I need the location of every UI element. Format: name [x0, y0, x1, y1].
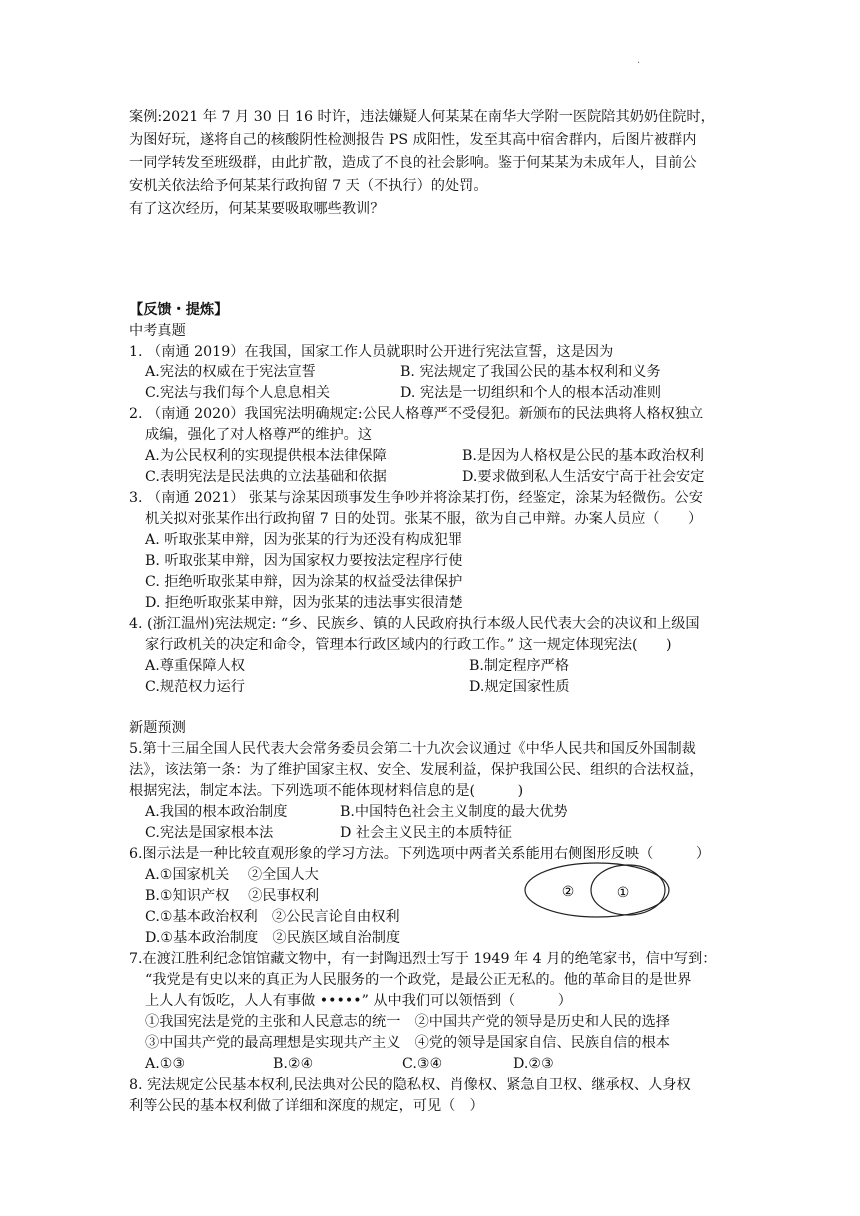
header-dot: ·	[637, 58, 641, 69]
subsection-xinti: 新题预测	[129, 720, 186, 736]
q4-option-d: D.规定国家性质	[469, 679, 570, 695]
q3-option-b: B. 听取张某申辩，因为国家权力要按法定程序行使	[145, 553, 463, 569]
q6-option-c: C.①基本政治权利 ②公民言论自由权利	[145, 909, 400, 925]
subsection-zhongkao: 中考真题	[129, 323, 186, 339]
q4-stem-line2: 家行政机关的决定和命令，管理本行政区域内的行政工作。” 这一规定体现宪法( )	[145, 637, 672, 653]
q3-option-c: C. 拒绝听取张某申辩，因为涂某的权益受法律保护	[145, 574, 463, 590]
section-title: 【反馈・提炼】	[129, 302, 229, 318]
q8-stem-line1: 8. 宪法规定公民基本权利,民法典对公民的隐私权、肖像权、紧急自卫权、继承权、人身权	[129, 1077, 691, 1093]
q2-option-d: D.要求做到私人生活安宁高于社会安定	[462, 469, 705, 485]
case-paragraph	[129, 106, 739, 221]
q4-option-a: A.尊重保障人权	[145, 658, 245, 674]
q7-option-a: A.①③	[145, 1056, 186, 1072]
q3-stem-line2: 机关拟对张某作出行政拘留 7 日的处罚。张某不服，欲为自己申辩。办案人员应（ ）	[145, 511, 703, 527]
q7-stem-line1: 7.在渡江胜利纪念馆馆藏文物中，有一封陶迅烈士写于 1949 年 4 月的绝笔家书，信中写到：	[129, 951, 717, 967]
q8-stem-line2: 利等公民的基本权利做了详细和深度的规定，可见（ ）	[129, 1098, 484, 1114]
q2-option-b: B.是因为人格权是公民的基本政治权利	[462, 448, 704, 464]
q6-stem: 6.图示法是一种比较直观形象的学习方法。下列选项中两者关系能用右侧图形反映（ ）	[129, 846, 711, 862]
q3-option-a: A. 听取张某申辩，因为张某的行为还没有构成犯罪	[145, 532, 463, 548]
q3-stem-line1: 3. （南通 2021） 张某与涂某因琐事发生争吵并将涂某打伤，经鉴定，涂某为轻微伤。公安	[129, 490, 703, 506]
q7-statement-line2: ③中国共产党的最高理想是实现共产主义 ④党的领导是国家自信、民族自信的根本	[145, 1035, 670, 1051]
inner-label: ①	[616, 885, 630, 901]
q6-option-a: A.①国家机关 ②全国人大	[145, 867, 319, 883]
q4-option-b: B.制定程序严格	[469, 658, 570, 674]
q2-option-c: C.表明宪法是民法典的立法基础和依据	[145, 469, 387, 485]
q2-stem-line1: 2. （南通 2020）我国宪法明确规定:公民人格尊严不受侵犯。新颁布的民法典将人格权独立	[129, 406, 704, 422]
q1-option-a: A.宪法的权威在于宪法宣誓	[145, 364, 316, 380]
q4-option-c: C.规范权力运行	[145, 679, 245, 695]
case-line: 安机关依法给予何某某行政拘留 7 天（不执行）的处罚。	[129, 178, 488, 194]
q5-option-c: C.宪法是国家根本法	[145, 825, 274, 841]
q7-option-d: D.②③	[513, 1056, 554, 1072]
q1-stem: 1. （南通 2019）在我国，国家工作人员就职时公开进行宪法宣誓，这是因为	[129, 344, 614, 360]
q6-option-b: B.①知识产权 ②民事权利	[145, 888, 320, 904]
q7-option-c: C.③④	[402, 1056, 443, 1072]
q1-option-b: B. 宪法规定了我国公民的基本权利和义务	[400, 364, 661, 380]
q5-stem-line1: 5.第十三届全国人民代表大会常务委员会第二十九次会议通过《中华人民共和国反外国制裁	[129, 741, 696, 757]
q2-option-a: A.为公民权利的实现提供根本法律保障	[145, 448, 387, 464]
q1-option-d: D. 宪法是一切组织和个人的根本活动准则	[400, 385, 662, 401]
q7-stem-line3: 上人人有饭吃，人人有事做 •••••” 从中我们可以领悟到（ ）	[145, 993, 572, 1009]
q5-option-b: B.中国特色社会主义制度的最大优势	[340, 804, 568, 820]
q3-option-d: D. 拒绝听取张某申辩，因为张某的违法事实很清楚	[145, 595, 463, 611]
q2-stem-line2: 成编，强化了对人格尊严的维护。这	[145, 427, 373, 443]
q4-stem-line1: 4. (浙江温州)宪法规定: “乡、民族乡、镇的人民政府执行本级人民代表大会的决议和上级国	[129, 616, 700, 632]
q5-stem-line2: 法》，该法第一条：为了维护国家主权、安全、发展利益，保护我国公民、组织的合法权益，	[129, 762, 704, 778]
case-line: 有了这次经历，何某某要吸取哪些教训？	[129, 201, 385, 217]
q5-option-d: D 社会主义民主的本质特征	[340, 825, 512, 841]
case-line: 案例:2021 年 7 月 30 日 16 时许，违法嫌疑人何某某在南华大学附一医院陪其奶奶住院时，	[129, 109, 715, 125]
q7-option-b: B.②④	[273, 1056, 314, 1072]
outer-ellipse	[525, 863, 669, 917]
q6-option-d: D.①基本政治制度 ②民族区域自治制度	[145, 930, 401, 946]
case-line: 为图好玩，遂将自己的核酸阴性检测报告 PS 成阳性，发至其高中宿舍群内，后图片被群内	[129, 132, 697, 148]
q5-option-a: A.我国的根本政治制度	[145, 804, 288, 820]
q1-option-c: C.宪法与我们每个人息息相关	[145, 385, 331, 401]
q5-stem-line3: 根据宪法，制定本法。下列选项不能体现材料信息的是( )	[129, 783, 524, 799]
outer-label: ②	[561, 884, 575, 900]
q7-statement-line1: ①我国宪法是党的主张和人民意志的统一 ②中国共产党的领导是历史和人民的选择	[145, 1014, 670, 1030]
q7-stem-line2: “我党是有史以来的真正为人民服务的一个政党，是最公正无私的。他的革命目的是世界	[145, 972, 692, 988]
case-line: 一同学转发至班级群，由此扩散，造成了不良的社会影响。鉴于何某某为未成年人，目前公	[129, 155, 697, 171]
venn-diagram	[524, 862, 670, 918]
